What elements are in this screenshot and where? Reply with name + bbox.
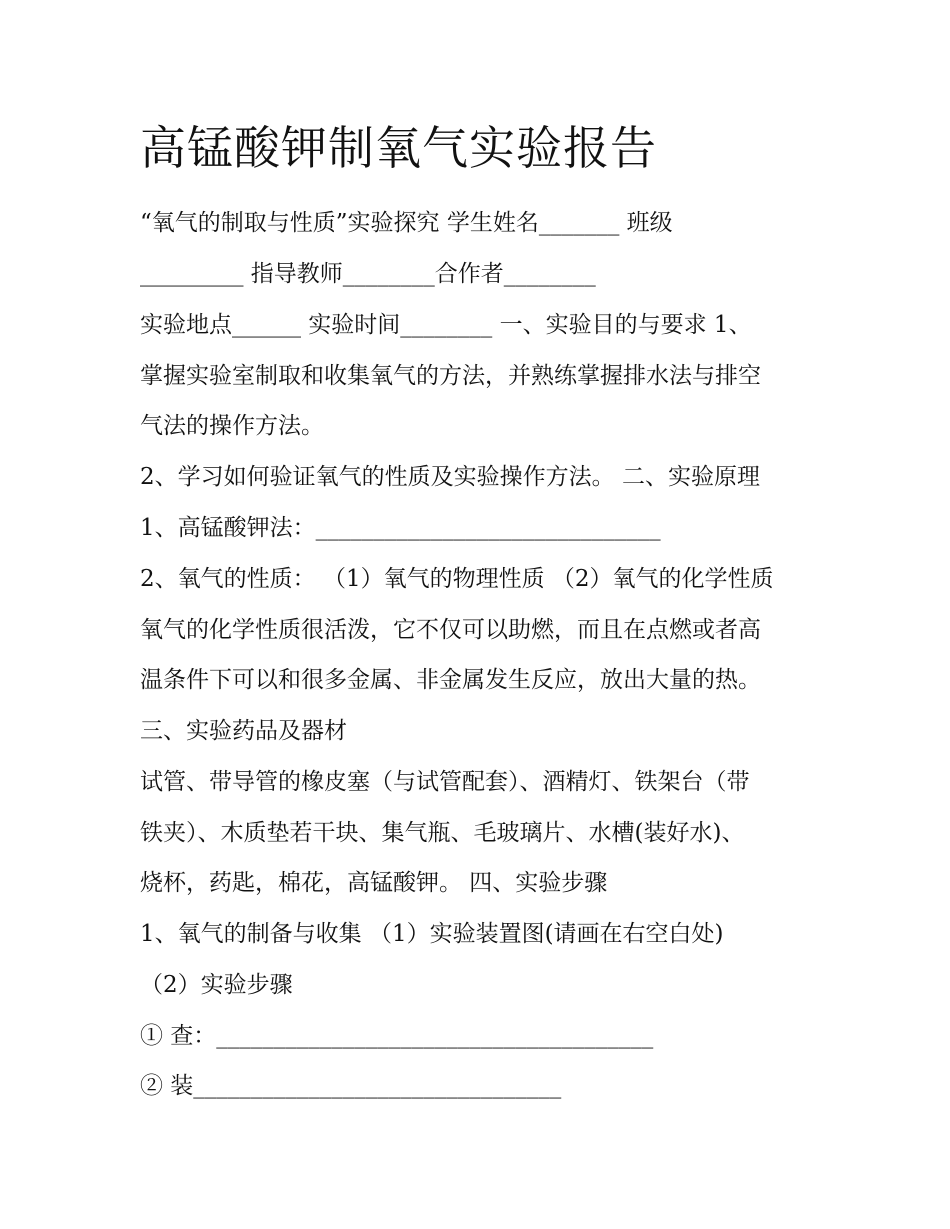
principle-line-chemical-1: 氧气的化学性质很活泼，它不仅可以助燃，而且在点燃或者高 xyxy=(140,617,761,643)
steps-line-check: ① 查：______________________________________ xyxy=(140,1023,654,1049)
document-title: 高锰酸钾制氧气实验报告 xyxy=(140,121,657,175)
steps-line-load: ② 装________________________________ xyxy=(140,1073,562,1099)
intro-line-student-class: “氧气的制取与性质”实验探究 学生姓名_______ 班级 xyxy=(140,210,673,236)
intro-line-location-time-objective: 实验地点______ 实验时间________ 一、实验目的与要求 1、 xyxy=(140,312,752,338)
steps-line-subheading: （2）实验步骤 xyxy=(140,972,293,998)
objective-line-3-principle-heading: 2、学习如何验证氧气的性质及实验操作方法。 二、实验原理 xyxy=(140,464,760,490)
principle-line-chemical-2: 温条件下可以和很多金属、非金属发生反应，放出大量的热。 xyxy=(140,667,761,693)
objective-line-1: 掌握实验室制取和收集氧气的方法，并熟练掌握排水法与排空 xyxy=(140,363,761,389)
materials-heading: 三、实验药品及器材 xyxy=(140,718,347,744)
objective-line-2: 气法的操作方法。 xyxy=(140,413,324,439)
principle-line-oxygen-properties: 2、氧气的性质： （1）氧气的物理性质 （2）氧气的化学性质 xyxy=(140,566,774,592)
intro-line-teacher-partner: _________ 指导教师________合作者________ xyxy=(140,261,596,287)
principle-line-permanganate: 1、高锰酸钾法：______________________________ xyxy=(140,515,661,541)
steps-line-preparation: 1、氧气的制备与收集 （1）实验装置图(请画在右空白处) xyxy=(140,921,724,947)
materials-line-2: 铁夹）、木质垫若干块、集气瓶、毛玻璃片、水槽(装好水)、 xyxy=(140,820,745,846)
materials-line-1: 试管、带导管的橡皮塞（与试管配套）、酒精灯、铁架台（带 xyxy=(140,769,750,795)
materials-line-3-steps-heading: 烧杯，药匙，棉花，高锰酸钾。 四、实验步骤 xyxy=(140,870,608,896)
